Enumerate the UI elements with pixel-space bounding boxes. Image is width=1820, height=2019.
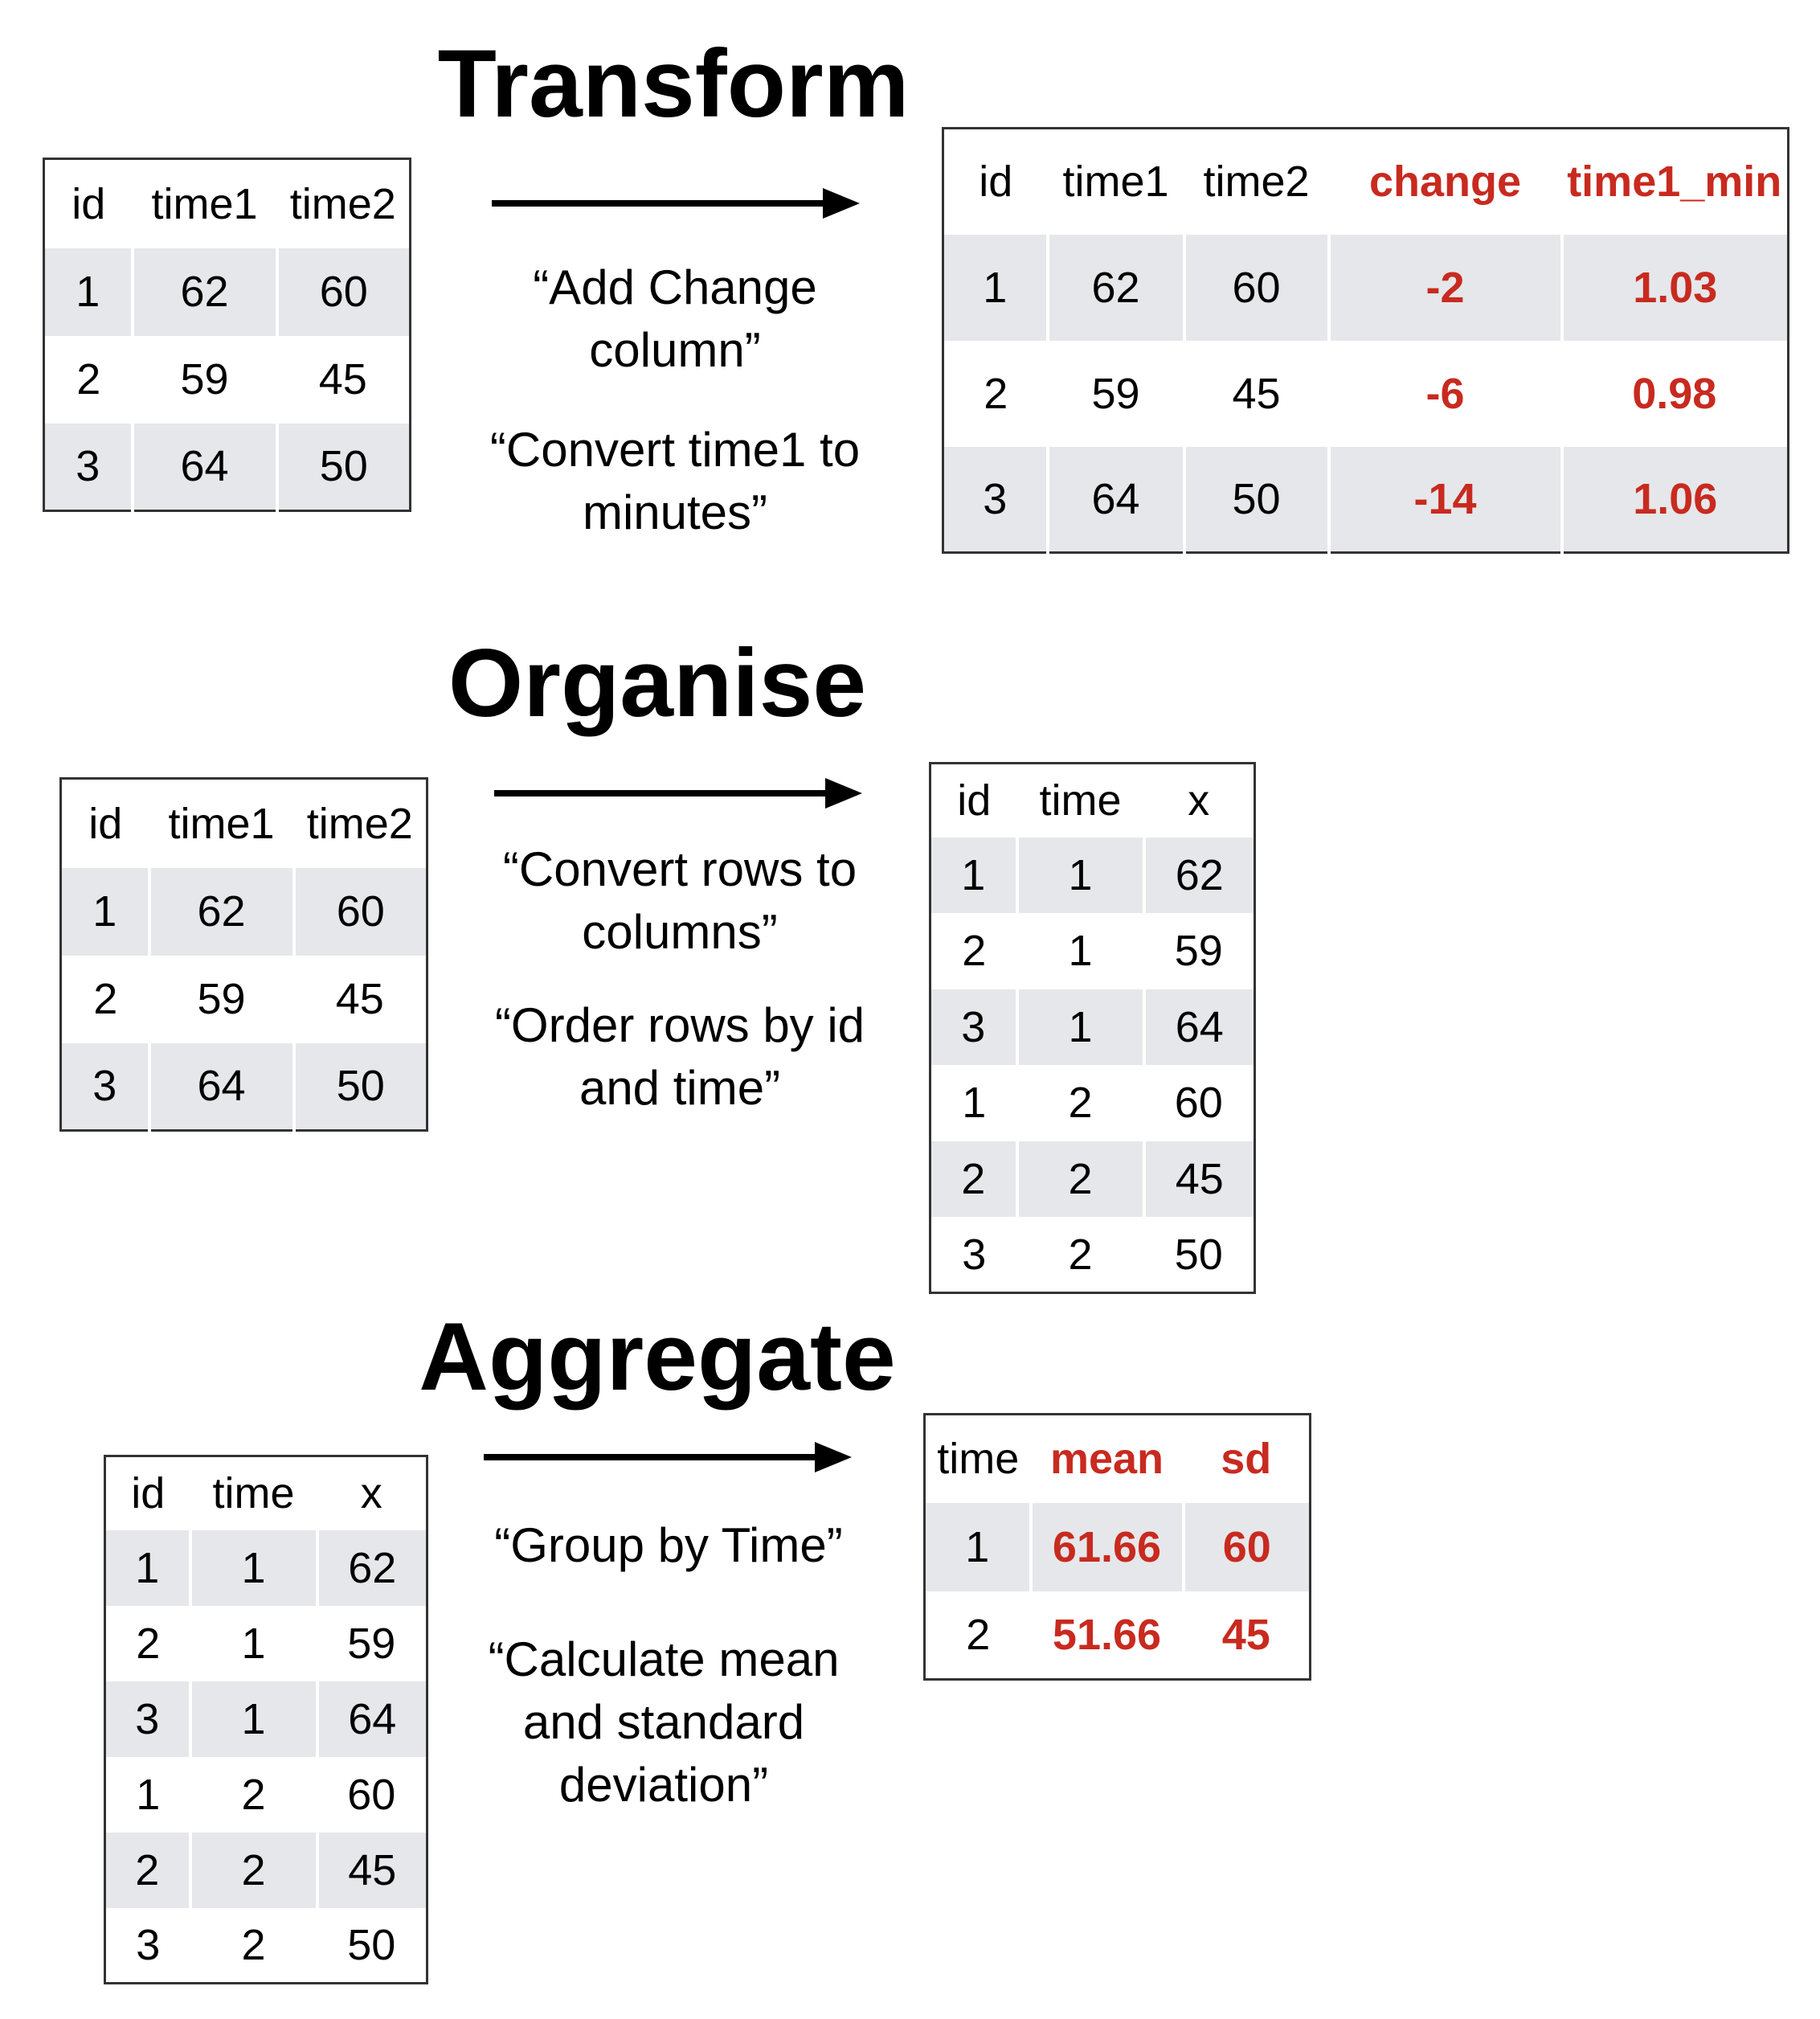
column-header: x <box>360 1469 382 1518</box>
table-cell: 59 <box>1174 927 1223 976</box>
table-header-row <box>61 779 427 868</box>
table-cell: 60 <box>1184 1503 1311 1591</box>
table-cell: 50 <box>1174 1230 1223 1279</box>
table-cell: 50 <box>294 1043 427 1131</box>
table-cell: 2 <box>136 1619 161 1668</box>
table-row <box>930 1217 1255 1293</box>
table-cell: 0.98 <box>1632 369 1717 418</box>
aggregate-caption-mean-sd: “Calculate mean and standard deviation” <box>488 1632 840 1812</box>
table-cell: 60 <box>294 868 427 956</box>
table-cell: 2 <box>984 369 1008 418</box>
table-cell: 45 <box>317 1833 427 1908</box>
table-cell: 45 <box>335 975 384 1023</box>
organise-output-table <box>929 762 1256 1294</box>
table-cell: 2 <box>241 1920 266 1969</box>
table-cell: 2 <box>930 1141 1017 1218</box>
organise-caption-order-rows: “Order rows by id and time” <box>494 998 865 1115</box>
table-cell: 64 <box>317 1681 427 1757</box>
table-cell: 1 <box>190 1681 317 1757</box>
table-cell: 1.06 <box>1562 447 1789 553</box>
table-cell: 59 <box>1091 369 1140 418</box>
table-row <box>930 989 1255 1066</box>
table-cell: 62 <box>1144 837 1255 914</box>
aggregate-title: Aggregate <box>419 1303 896 1411</box>
table-cell: 1.03 <box>1562 235 1789 341</box>
table-row <box>105 1833 427 1908</box>
table-row <box>930 1141 1255 1218</box>
transform-title: Transform <box>437 30 910 137</box>
column-header: time1 <box>151 179 258 228</box>
table-row <box>105 1681 427 1757</box>
table-row <box>925 1591 1311 1680</box>
table-cell: 62 <box>1048 235 1184 341</box>
column-header: id <box>979 158 1013 207</box>
table-cell: 45 <box>318 355 367 403</box>
table-row <box>105 1908 427 1984</box>
table-cell: 60 <box>1174 1079 1223 1128</box>
table-cell: 1 <box>962 1079 987 1128</box>
table-cell: 51.66 <box>1052 1610 1162 1659</box>
column-header: id <box>88 799 123 848</box>
table-cell: -14 <box>1329 447 1562 553</box>
table-cell: 2 <box>93 975 118 1023</box>
transform-output-table <box>942 127 1789 554</box>
table-row <box>943 341 1789 447</box>
column-header: sd <box>1221 1435 1272 1484</box>
table-cell: 64 <box>133 424 277 511</box>
table-cell: 3 <box>962 1230 987 1279</box>
column-header: id <box>72 179 106 228</box>
transform-input-table <box>43 158 411 512</box>
table-cell: 1 <box>190 1530 317 1606</box>
transform-caption-convert-minutes: “Convert time1 to minutes” <box>489 423 861 539</box>
table-cell: 64 <box>1144 989 1255 1066</box>
table-row <box>44 248 411 336</box>
table-cell: 62 <box>317 1530 427 1606</box>
table-cell: 59 <box>197 975 246 1023</box>
table-cell: 1 <box>241 1619 266 1668</box>
aggregate-arrow-icon <box>484 1439 853 1476</box>
table-row <box>105 1530 427 1606</box>
table-cell: 1 <box>61 868 149 956</box>
table-row <box>105 1606 427 1681</box>
table-cell: 60 <box>347 1770 396 1819</box>
table-cell: 60 <box>277 248 411 336</box>
aggregate-caption-group-by: “Group by Time” <box>494 1518 843 1572</box>
table-cell: 1 <box>1017 989 1144 1066</box>
table-cell: -2 <box>1329 235 1562 341</box>
table-cell: 62 <box>149 868 294 956</box>
transform-arrow-icon <box>492 185 861 222</box>
table-cell: 2 <box>241 1770 266 1819</box>
table-cell: 1 <box>943 235 1048 341</box>
table-cell: 61.66 <box>1031 1503 1184 1591</box>
table-row <box>925 1503 1311 1591</box>
table-cell: 64 <box>1048 447 1184 553</box>
table-cell: 59 <box>347 1619 396 1668</box>
table-cell: 60 <box>1184 235 1329 341</box>
column-header: time2 <box>1203 158 1310 207</box>
table-cell: 3 <box>930 989 1017 1066</box>
table-row <box>930 913 1255 989</box>
column-header: id <box>957 776 992 825</box>
table-cell: 1 <box>105 1530 190 1606</box>
table-row <box>930 837 1255 914</box>
table-header-row <box>105 1456 427 1530</box>
table-cell: 2 <box>1068 1230 1093 1279</box>
column-header: time2 <box>289 179 396 228</box>
table-row <box>105 1757 427 1833</box>
table-cell: 3 <box>105 1681 190 1757</box>
table-cell: -6 <box>1425 369 1465 418</box>
table-row <box>943 447 1789 553</box>
table-row <box>61 1043 427 1131</box>
column-header: time1_min <box>1567 158 1782 207</box>
column-header: mean <box>1049 1435 1164 1484</box>
organise-arrow-icon <box>494 775 864 812</box>
table-cell: 50 <box>277 424 411 511</box>
table-cell: 2 <box>105 1833 190 1908</box>
table-row <box>61 868 427 956</box>
aggregate-output-table <box>923 1413 1311 1681</box>
table-cell: 45 <box>1232 369 1281 418</box>
table-cell: 3 <box>136 1920 161 1969</box>
transform-caption-add-change: “Add Change column” <box>533 260 817 377</box>
column-header: time <box>937 1435 1020 1484</box>
table-cell: 62 <box>133 248 277 336</box>
table-row <box>61 956 427 1043</box>
table-header-row <box>44 159 411 248</box>
aggregate-input-table <box>104 1455 428 1984</box>
column-header: time1 <box>168 799 275 848</box>
table-cell: 2 <box>1017 1141 1144 1218</box>
table-cell: 45 <box>1144 1141 1255 1218</box>
column-header: change <box>1368 158 1522 207</box>
column-header: time <box>212 1469 295 1518</box>
organise-title: Organise <box>448 629 867 737</box>
table-cell: 59 <box>180 355 229 403</box>
table-header-row <box>943 129 1789 235</box>
table-row <box>930 1065 1255 1141</box>
table-cell: 1 <box>925 1503 1031 1591</box>
table-cell: 1 <box>1068 927 1093 976</box>
column-header: id <box>131 1469 166 1518</box>
table-cell: 1 <box>44 248 133 336</box>
table-header-row <box>925 1415 1311 1503</box>
table-cell: 2 <box>962 927 987 976</box>
column-header: x <box>1188 776 1210 825</box>
table-cell: 50 <box>347 1920 396 1969</box>
table-cell: 3 <box>44 424 133 511</box>
table-cell: 2 <box>1068 1079 1093 1128</box>
table-cell: 2 <box>966 1610 991 1659</box>
table-cell: 64 <box>149 1043 294 1131</box>
table-cell: 3 <box>61 1043 149 1131</box>
table-cell: 1 <box>136 1770 161 1819</box>
organise-input-table <box>59 777 428 1132</box>
table-cell: 45 <box>1221 1610 1270 1659</box>
column-header: time1 <box>1062 158 1169 207</box>
table-cell: 3 <box>943 447 1048 553</box>
table-cell: 2 <box>190 1833 317 1908</box>
table-cell: 2 <box>76 355 101 403</box>
table-cell: 50 <box>1184 447 1329 553</box>
table-row <box>44 336 411 424</box>
table-cell: 1 <box>930 837 1017 914</box>
column-header: time2 <box>306 799 413 848</box>
table-header-row <box>930 764 1255 837</box>
table-cell: 1 <box>1017 837 1144 914</box>
organise-caption-rows-to-columns: “Convert rows to columns” <box>502 842 857 959</box>
column-header: time <box>1039 776 1122 825</box>
table-row <box>943 235 1789 341</box>
table-row <box>44 424 411 511</box>
